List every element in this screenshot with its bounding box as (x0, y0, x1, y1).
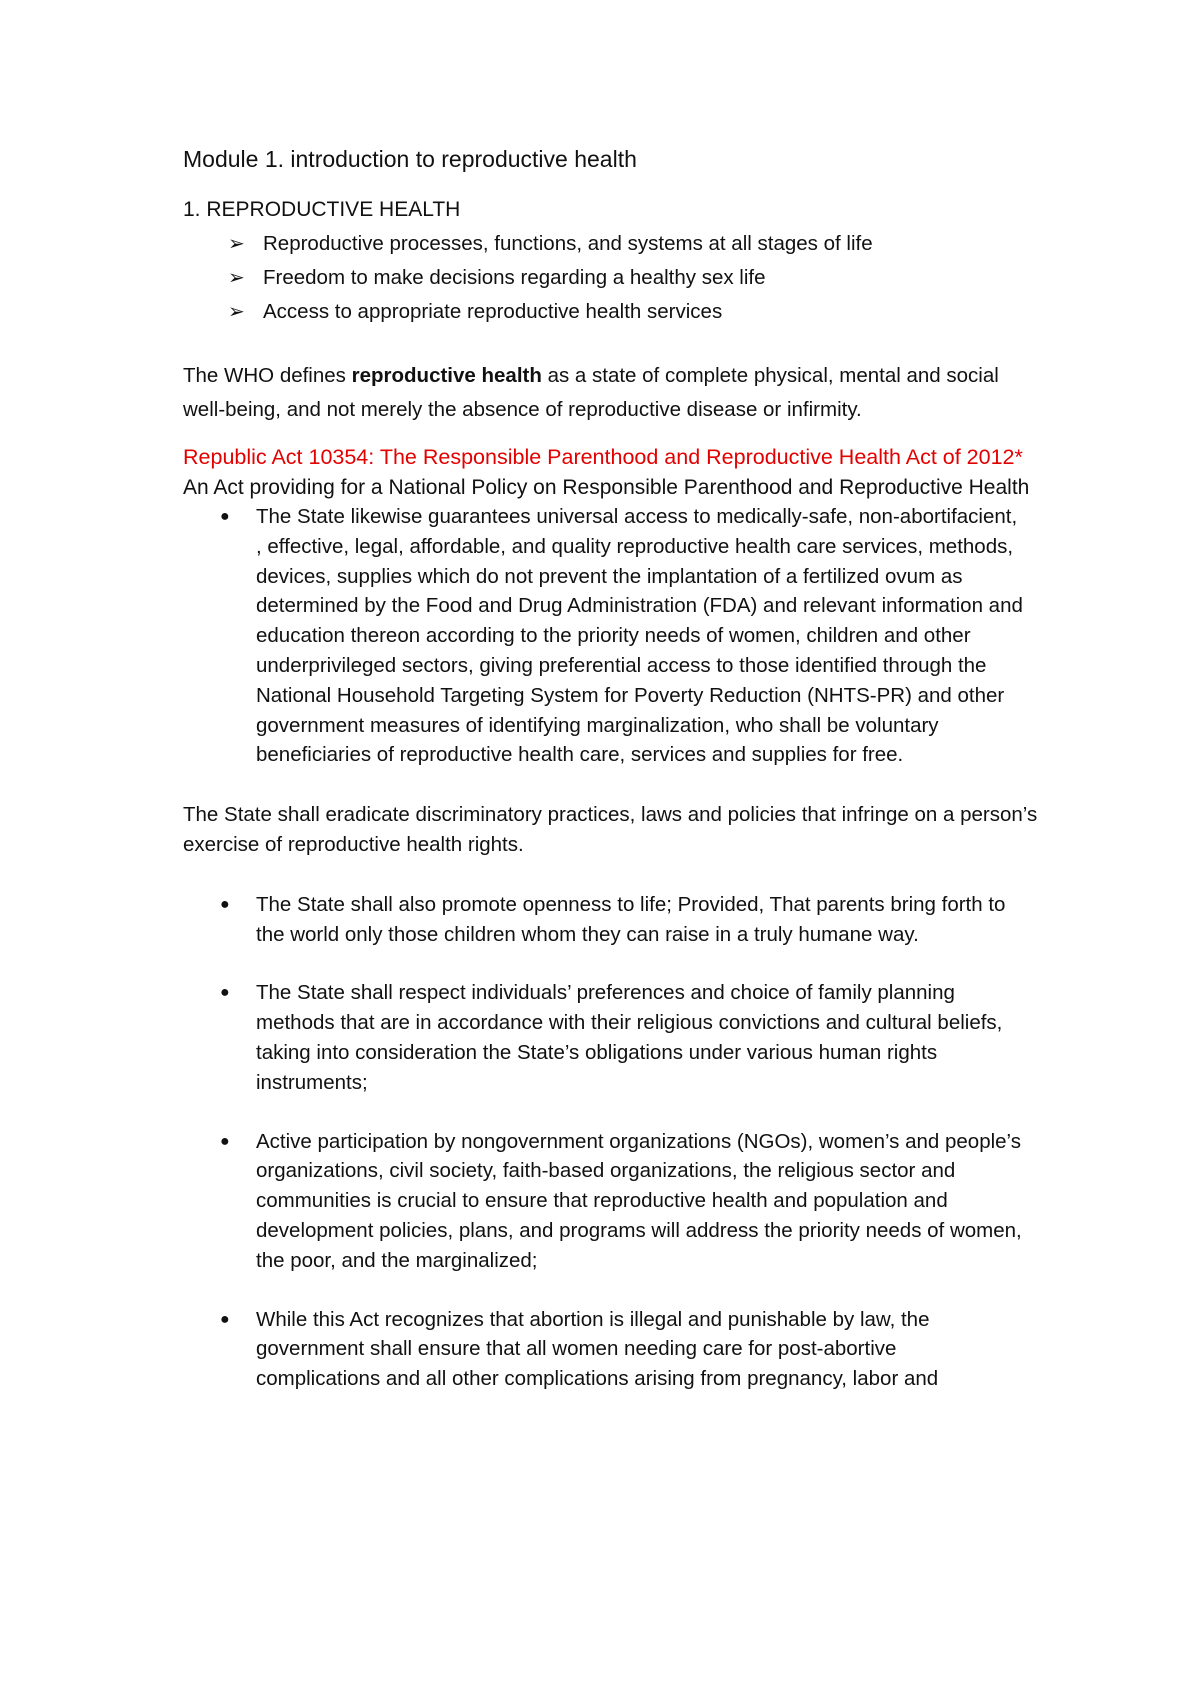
list-item (183, 890, 1023, 950)
list-item-text: Access to appropriate reproductive health services (263, 300, 723, 323)
bullet-list-1 (183, 502, 1043, 770)
act-subtitle: An Act providing for a National Policy on Responsible Parenthood and Reproductive Health (183, 476, 1030, 499)
document-body (183, 143, 1043, 1394)
list-item (183, 1127, 1023, 1276)
who-suffix: as a state of complete physical, mental and social well-being, and not merely the absence of reproductive disease or infirmity. (183, 364, 999, 421)
who-prefix: The WHO defines (183, 364, 352, 387)
bullet-list-2 (183, 890, 1043, 1394)
bullet-dot-icon: ● (220, 508, 230, 525)
bullet-dot-icon: ● (220, 1132, 230, 1150)
list-item (183, 295, 1043, 329)
module-title: Module 1. introduction to reproductive health (183, 146, 637, 172)
list-item (183, 261, 1043, 295)
list-item-text: While this Act recognizes that abortion is illegal and punishable by law, the government shall ensure that all women needing care for post-abortive complications and all other complications arising from pregnancy, labor and (256, 1307, 939, 1391)
arrow-list (183, 227, 1043, 329)
section-heading: 1. REPRODUCTIVE HEALTH (183, 198, 461, 221)
arrow-bullet-icon: ➢ (228, 233, 245, 255)
act-title: Republic Act 10354: The Responsible Parenthood and Reproductive Health Act of 2012* (183, 445, 1023, 469)
list-item-text: The State likewise guarantees universal access to medically-safe, non-abortifacient, , effective, legal, affordable, and quality reproductive health care services, methods, devices, supplies which do not prevent the implantation of a fertilized ovum as determined by the Food and Drug Administration (FDA) and relevant information and education thereon according to the priority needs of women, children and other underprivileged sectors, giving preferential access to those identified through the National Household Targeting System for Poverty Reduction (NHTS-PR) and other government measures of identifying marginalization, who shall be voluntary beneficiaries of reproductive health care, services and supplies for free. (256, 505, 1023, 767)
bullet-dot-icon: ● (220, 984, 230, 1002)
discrimination-paragraph: The State shall eradicate discriminatory practices, laws and policies that infringe on a person’s exercise of reproductive health rights. (183, 803, 1038, 856)
list-item (183, 227, 1043, 261)
list-item-text: Reproductive processes, functions, and systems at all stages of life (263, 232, 873, 255)
who-term: reproductive health (351, 364, 542, 387)
arrow-bullet-icon: ➢ (228, 267, 245, 289)
list-item-text: The State shall respect individuals’ preferences and choice of family planning methods that are in accordance with their religious convictions and cultural beliefs, taking into consideration the State’s obligations under various human rights instruments; (256, 981, 1003, 1094)
bullet-dot-icon: ● (220, 895, 230, 913)
list-item-text: The State shall also promote openness to life; Provided, That parents bring forth to the world only those children whom they can raise in a truly humane way. (256, 892, 1006, 946)
who-definition (183, 359, 1043, 427)
list-item (183, 1305, 1023, 1394)
list-item (183, 502, 1023, 770)
list-item-text: Freedom to make decisions regarding a healthy sex life (263, 266, 766, 289)
list-item-text: Active participation by nongovernment organizations (NGOs), women’s and people’s organizations, civil society, faith-based organizations, the religious sector and communities is crucial to ensure that reproductive health and population and development policies, plans, and programs will address the priority needs of women, the poor, and the marginalized; (256, 1129, 1022, 1272)
bullet-dot-icon: ● (220, 1310, 230, 1328)
list-item (183, 978, 1023, 1097)
arrow-bullet-icon: ➢ (228, 301, 245, 323)
